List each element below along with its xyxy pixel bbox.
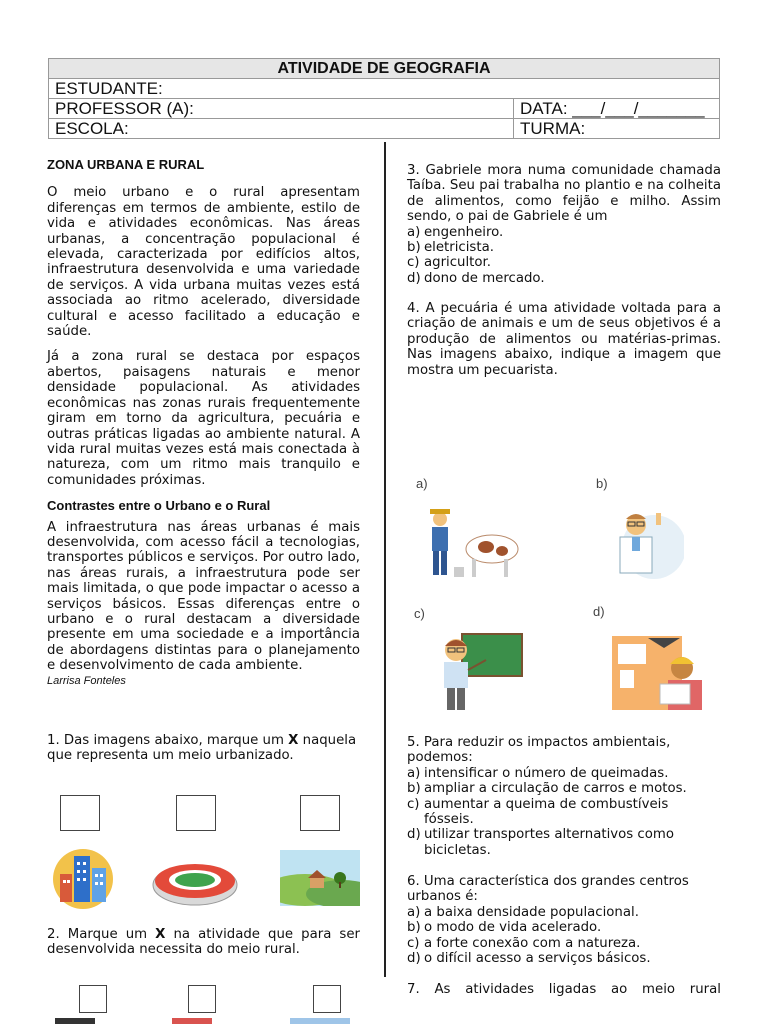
student-field[interactable]: ESTUDANTE: xyxy=(49,79,720,99)
q2-x: X xyxy=(155,927,166,942)
q6-text: 6. Uma característica dos grandes centros urbanos é: xyxy=(407,874,689,905)
q4-label-b: b) xyxy=(596,476,608,491)
school-field[interactable]: ESCOLA: xyxy=(49,119,514,139)
q3-option-c[interactable]: c) agricultor. xyxy=(407,255,492,271)
q1-text-a: 1. Das imagens abaixo, marque um xyxy=(47,733,289,748)
q2-answer-box-3[interactable] xyxy=(313,985,341,1013)
date-field[interactable]: DATA: ___/___/_______ xyxy=(514,99,720,119)
stadium-image[interactable] xyxy=(150,855,240,907)
q7-text: 7. As atividades ligadas ao meio rural xyxy=(407,982,721,997)
q2-text-a: 2. Marque um xyxy=(47,927,156,942)
q3-option-d[interactable]: d) dono de mercado. xyxy=(407,270,545,286)
page-title: ATIVIDADE DE GEOGRAFIA xyxy=(49,59,720,79)
question-2 xyxy=(47,927,360,958)
q5-option-b[interactable]: b) ampliar a circulação de carros e motos. xyxy=(407,781,687,797)
question-7 xyxy=(407,982,721,997)
q5-option-c[interactable]: c) aumentar a queima de combustíveis fósseis. xyxy=(407,796,669,828)
q3-option-a[interactable]: a) engenheiro. xyxy=(407,224,504,240)
q2-answer-box-1[interactable] xyxy=(79,985,107,1013)
q1-answer-box-2[interactable] xyxy=(176,795,216,831)
paragraph-contrasts: A infraestrutura nas áreas urbanas é mais desenvolvida, com acesso fácil a tecnologias, transportes públicos e serviços. Por outro lado, nas áreas rurais, a infraestrutura pode ser mais limitada, o que pode impactar o acesso a serviços básicos. Essas diferenças entre o urbano e o rural destacam a diversidade presente em uma sociedade e a importância de abordagens distintas para o planejamento e desenvolvimento de cada ambiente. xyxy=(47,519,360,674)
q3-text: 3. Gabriele mora numa comunidade chamada Taíba. Seu pai trabalha no plantio e na colheita de alimentos, como feijão e milho. Assim sendo, o pai de Gabriele é um xyxy=(407,163,721,225)
author-signature: Larrisa Fonteles xyxy=(47,674,126,687)
q3-option-b[interactable]: b) eletricista. xyxy=(407,240,494,256)
question-5 xyxy=(407,735,721,858)
heading-zona-urbana-rural: ZONA URBANA E RURAL xyxy=(47,157,205,172)
city-buildings-image[interactable] xyxy=(48,848,118,910)
q4-label-a: a) xyxy=(416,476,428,491)
q2-text-b: na atividade que para ser desenvolvida necessita do meio rural. xyxy=(47,927,360,958)
engineer-image[interactable] xyxy=(610,630,710,712)
heading-contrasts: Contrastes entre o Urbano e o Rural xyxy=(47,498,271,514)
paragraph-rural: Já a zona rural se destaca por espaços abertos, paisagens naturais e menor densidade populacional. As atividades econômicas nas zonas rurais frequentemente giram em torno da agricultura, pecuária e outras práticas ligadas ao ambiente natural. A vida rural muitas vezes está mais conectada à natureza, com um ritmo mais tranquilo e comunidades próximas. xyxy=(47,349,360,488)
q6-option-b[interactable]: b) o modo de vida acelerado. xyxy=(407,920,602,936)
q5-option-a[interactable]: a) intensificar o número de queimadas. xyxy=(407,765,669,781)
question-3 xyxy=(407,163,721,286)
q4-label-c: c) xyxy=(414,606,425,621)
question-1 xyxy=(47,733,360,764)
doctor-image[interactable] xyxy=(606,503,684,585)
q1-text-b: naquela que representa um meio urbanizado. xyxy=(47,733,357,764)
question-6 xyxy=(407,874,721,966)
teacher-at-board-image[interactable] xyxy=(434,630,524,712)
column-divider xyxy=(384,142,386,977)
farmer-with-cow-image[interactable] xyxy=(420,505,520,583)
q6-option-c[interactable]: c) a forte conexão com a natureza. xyxy=(407,935,641,951)
q4-text: 4. A pecuária é uma atividade voltada para a criação de animais e um de seus objetivos é a produção de alimentos ou matérias-primas. Nas imagens abaixo, indique a imagem que mostra um pecuarista. xyxy=(407,301,721,378)
q1-answer-box-3[interactable] xyxy=(300,795,340,831)
left-column xyxy=(47,157,360,689)
q2-answer-box-2[interactable] xyxy=(188,985,216,1013)
question-4 xyxy=(407,301,721,378)
teacher-field[interactable]: PROFESSOR (A): xyxy=(49,99,514,119)
q6-option-d[interactable]: d) o difícil acesso a serviços básicos. xyxy=(407,951,651,967)
farm-landscape-image[interactable] xyxy=(280,850,360,906)
q1-x: X xyxy=(288,733,299,748)
class-field[interactable]: TURMA: xyxy=(514,119,720,139)
q5-text: 5. Para reduzir os impactos ambientais, podemos: xyxy=(407,735,671,766)
q5-option-d[interactable]: d) utilizar transportes alternativos como bicicletas. xyxy=(407,827,674,858)
q6-option-a[interactable]: a) a baixa densidade populacional. xyxy=(407,904,639,920)
q1-answer-box-1[interactable] xyxy=(60,795,100,831)
q2-images-partial xyxy=(50,1014,370,1024)
q4-label-d: d) xyxy=(593,604,605,619)
paragraph-urban: O meio urbano e o rural apresentam diferenças em termos de ambiente, estilo de vida e atividades econômicas. Nas áreas urbanas, a concentração populacional é elevada, caracterizada por edifícios altos, infraestrutura desenvolvida e uma variedade de serviços. A vida urbana muitas vezes está associada ao ritmo acelerado, diversidade cultural e acesso facilitado a educação e saúde. xyxy=(47,185,360,340)
header-table xyxy=(48,58,720,139)
